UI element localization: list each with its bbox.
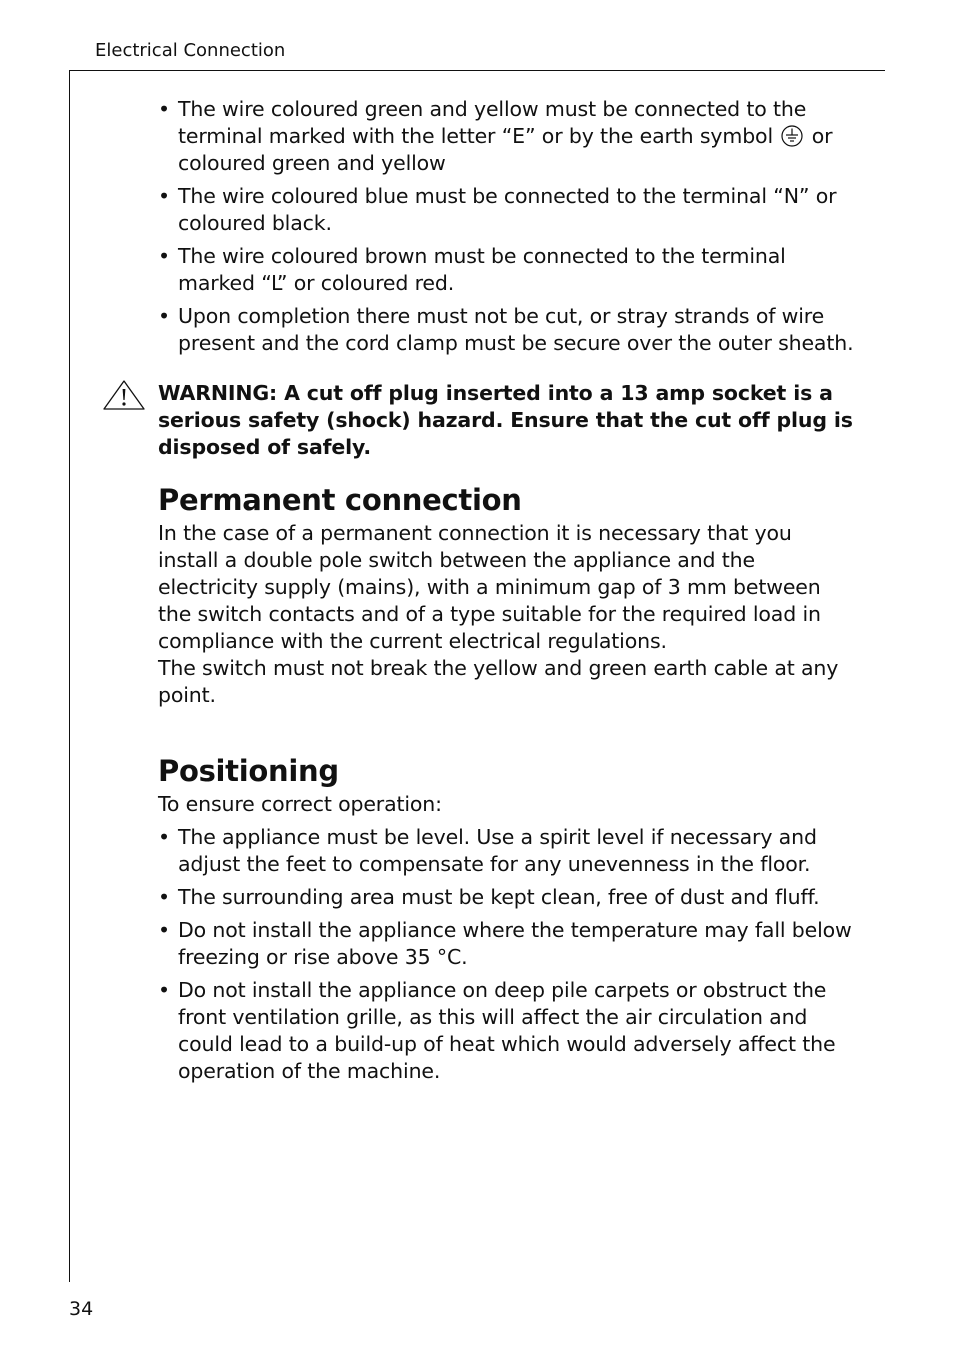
- section-heading-permanent-connection: Permanent connection: [158, 483, 522, 517]
- warning-text: WARNING: A cut off plug inserted into a 13 amp socket is a serious safety (shock) hazard. Ensure that the cut off plug is disposed of safely.: [158, 381, 853, 459]
- list-item: [158, 884, 858, 911]
- warning-block: [158, 380, 858, 461]
- list-item-text: or coloured green and yellow: [178, 124, 833, 175]
- list-item: [158, 917, 858, 971]
- list-item-text: The wire coloured green and yellow must be connected to the terminal marked with the letter “E” or by the earth symbol: [178, 97, 807, 148]
- bullet-marker: •: [158, 97, 170, 121]
- intro-text: To ensure correct operation:: [158, 792, 442, 816]
- list-item: [158, 977, 858, 1085]
- list-item-text: Do not install the appliance on deep pile carpets or obstruct the front ventilation grille, as this will affect the air circulation and could lead to a build-up of heat which would adversely affect the operation of the machine.: [178, 978, 836, 1083]
- warning-triangle-icon: [102, 379, 146, 411]
- list-item-text: Do not install the appliance where the temperature may fall below freezing or rise above 35 °C.: [178, 918, 852, 969]
- page-number: 34: [69, 1298, 94, 1320]
- bullet-marker: •: [158, 304, 170, 328]
- running-header: Electrical Connection: [95, 40, 286, 61]
- list-item-text: The wire coloured brown must be connected to the terminal marked “L” or coloured red.: [178, 244, 786, 295]
- list-item-text: The appliance must be level. Use a spirit level if necessary and adjust the feet to compensate for any unevenness in the floor.: [178, 825, 817, 876]
- bullet-marker: •: [158, 825, 170, 849]
- bullet-marker: •: [158, 918, 170, 942]
- bullet-marker: •: [158, 184, 170, 208]
- header-rule: [69, 70, 885, 71]
- list-item: [158, 183, 858, 237]
- wiring-list: [158, 96, 858, 357]
- list-item-text: Upon completion there must not be cut, or stray strands of wire present and the cord clamp must be secure over the outer sheath.: [178, 304, 854, 355]
- list-item: [158, 824, 858, 878]
- list-item-text: The surrounding area must be kept clean, free of dust and fluff.: [178, 885, 820, 909]
- bullet-marker: •: [158, 885, 170, 909]
- margin-rule: [69, 70, 70, 1282]
- paragraph: The switch must not break the yellow and green earth cable at any point.: [158, 656, 839, 707]
- list-item: [158, 96, 858, 177]
- section-heading-positioning: Positioning: [158, 754, 339, 788]
- list-item: [158, 303, 858, 357]
- positioning-list: [158, 824, 858, 1085]
- list-item-text: The wire coloured blue must be connected to the terminal “N” or coloured black.: [178, 184, 837, 235]
- bullet-marker: •: [158, 978, 170, 1002]
- bullet-marker: •: [158, 244, 170, 268]
- earth-symbol-icon: [781, 125, 803, 147]
- page-content: [158, 96, 858, 1091]
- list-item: [158, 243, 858, 297]
- paragraph: In the case of a permanent connection it is necessary that you install a double pole switch between the appliance and the electricity supply (mains), with a minimum gap of 3 mm between the switch contacts and of a type suitable for the required load in compliance with the current electrical regulations.: [158, 521, 821, 653]
